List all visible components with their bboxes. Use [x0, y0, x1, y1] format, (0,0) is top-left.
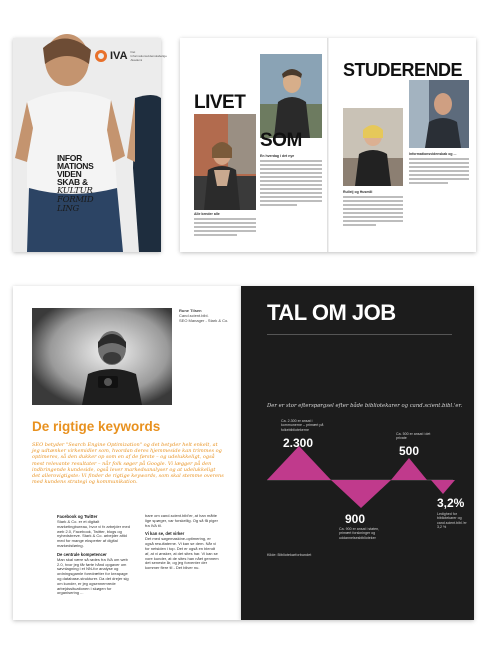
article-column-2 [145, 514, 219, 574]
text-line [260, 160, 322, 162]
column-text: Det med søgemaskine-optimering, er også resultaterne. Vi kan se dem. Når vi for netsiden i top. Det er også en blendt af, at vi ønsker, at det sites har. Vi kan se vore kunder, at de sites han nået gennem det seneste år, og jeg forventer der kommer flere til - Det bliver nu. [145, 536, 219, 571]
text-line [260, 168, 322, 170]
spread-gutter [327, 38, 329, 252]
heading-studerende: STUDERENDE [343, 60, 463, 80]
column-text: bare om cand.scient.bibl'er, at han måtte lige spørger, var forskellig. Og så få piger fra IVA til. [145, 513, 218, 528]
student-life-spread [180, 38, 476, 252]
text-line [194, 222, 256, 224]
text-line [260, 188, 322, 190]
byline-role: Cand.scient.bibl. [179, 313, 209, 318]
text-line [260, 180, 322, 182]
caption-right-sub: Rulleij og Husmili [343, 190, 373, 194]
subheading-competences: De centrale kompetencer [57, 551, 107, 557]
photo-student-man [260, 54, 322, 138]
text-line [409, 178, 469, 180]
text-line [343, 200, 403, 202]
text-line [409, 174, 469, 176]
text-line [343, 204, 403, 206]
text-line [260, 192, 322, 194]
portrait-photo [32, 308, 172, 405]
text-line [260, 164, 322, 166]
text-line [409, 158, 469, 160]
text-line [343, 224, 376, 226]
stat-label-3-2: Ledighed for bibliotekarer og cand.scient.bibl.'er 3,2 % [437, 512, 467, 530]
shirt-line: FORMID [57, 195, 94, 205]
triangle-500 [391, 458, 427, 480]
text-line [194, 230, 256, 232]
text-line [343, 216, 403, 218]
stat-value-500: 500 [399, 444, 420, 458]
stat-value-2300: 2.300 [283, 436, 314, 450]
heading-som: SOM [260, 130, 302, 151]
body-text-mid [260, 160, 322, 208]
shirt-line: INFOR [57, 153, 82, 163]
text-line [409, 166, 469, 168]
column-text: Man skal være så rødes fra IVA om web 2.0, hvor jeg får førte hånd opgaver om søvnlagning i et NN-for analyse og ordningsgamle foredrætter for kreapage og database-strukturer. Da det drejer sig om kunder, er jeg ogsennemrede arbejdssituationen i skøgen for organisering ... [57, 556, 129, 596]
stat-label-900: Ca. 900 er ansat i staten, primært forskninger og uddannelsesbiblioteker [339, 527, 380, 540]
text-line [343, 220, 403, 222]
text-line [194, 226, 256, 228]
brochure-cover [13, 38, 167, 252]
text-line [343, 208, 403, 210]
heading-livet: LIVET [194, 92, 246, 113]
photo-student-man-2 [409, 80, 469, 148]
photo-student-woman [194, 114, 256, 210]
text-line [343, 212, 403, 214]
job-title: TAL OM JOB [267, 300, 396, 325]
byline-name: Rune Tilsen [179, 308, 202, 313]
logo-text: IVA [110, 50, 128, 62]
stat-value-3-2: 3,2% [437, 496, 465, 510]
body-text-left [194, 218, 256, 238]
text-line [409, 162, 469, 164]
body-text-right1 [343, 196, 403, 228]
text-line [409, 170, 469, 172]
cover-photo [13, 38, 167, 252]
text-line [260, 200, 322, 202]
triangle-2300 [267, 446, 331, 480]
stat-value-900: 900 [345, 512, 366, 526]
caption-right-head: Informationsvidenskab og ... [409, 152, 457, 156]
text-line [343, 196, 403, 198]
shirt-line: KULTUR [57, 186, 93, 196]
stat-label-500: Ca. 500 er ansat i det private [396, 432, 431, 441]
column-text: Stark & Co. er et digitalt marketingbureau, hvor vi fx arbejder med web 2.0, Facebook, Twitter, blogs og nyhedsbreve. Stark & Co. arbejder altid med for mange eksperter af digital markedsføring. [57, 519, 130, 548]
shirt-line: MATIONS [57, 161, 94, 171]
text-line [260, 176, 322, 178]
keywords-page [13, 286, 241, 620]
text-line [194, 218, 256, 220]
logo-subtitle: Det Informationsvidenskabelige Akademi [130, 50, 167, 62]
article-lead: SEO betyder "Search Engine Optimization" og det betyder helt enkelt, at jeg udtænker virkemidler som, hvordan deres hjemmeside kan trimmes og optimeres, så den dukker op som en af de første – og udelukkeligt, også mest relevante resultater – når folk søger på Google. Vi lægger på den indbringende kundeside, også lever markedsanalyser og at udelukkeligt det allerovigtigste: Vi finder de rigtige keywords, som skal stemme overens med kundens strategi og kommunikation. [32, 442, 224, 486]
triangle-infographic [241, 286, 474, 620]
caption-left: Alle kender alle [194, 212, 220, 216]
text-line [409, 182, 448, 184]
iva-logo-mark-icon [95, 50, 107, 62]
triangle-3-2 [431, 480, 455, 494]
byline [179, 308, 228, 323]
photo-student-woman-2 [343, 108, 403, 186]
shirt-line: LING [57, 204, 80, 214]
subheading-it-works: Vi kan se, det virker [145, 531, 185, 537]
caption-mid: En hverdag i det nye [260, 154, 295, 158]
shirt-print [57, 154, 117, 213]
text-line [260, 172, 322, 174]
shirt-line: VIDEN [57, 169, 82, 179]
article-column-1 [57, 514, 131, 599]
subheading-facebook: Facebook og Twitter [57, 514, 98, 519]
article-title: De rigtige keywords [32, 419, 161, 434]
iva-logo [95, 50, 167, 62]
byline-company: SEO Manager - Stark & Co. [179, 318, 229, 323]
text-line [260, 204, 297, 206]
text-line [260, 196, 322, 198]
text-line [260, 184, 322, 186]
stat-label-2300: Ca. 2.300 er ansat i kommunerne – primært på folkebibliotekerne [281, 419, 324, 432]
shirt-line: SKAB & [57, 177, 88, 187]
body-text-right2 [409, 158, 469, 186]
job-numbers-page [241, 286, 474, 620]
triangle-900 [331, 480, 391, 508]
source-note: Kilde: Bibliotekarforbundet [267, 553, 312, 557]
job-intro: Der er stor efterspørgsel efter både bibliotekarer og cand.scient.bibl.'er. [267, 403, 463, 409]
text-line [194, 234, 237, 236]
